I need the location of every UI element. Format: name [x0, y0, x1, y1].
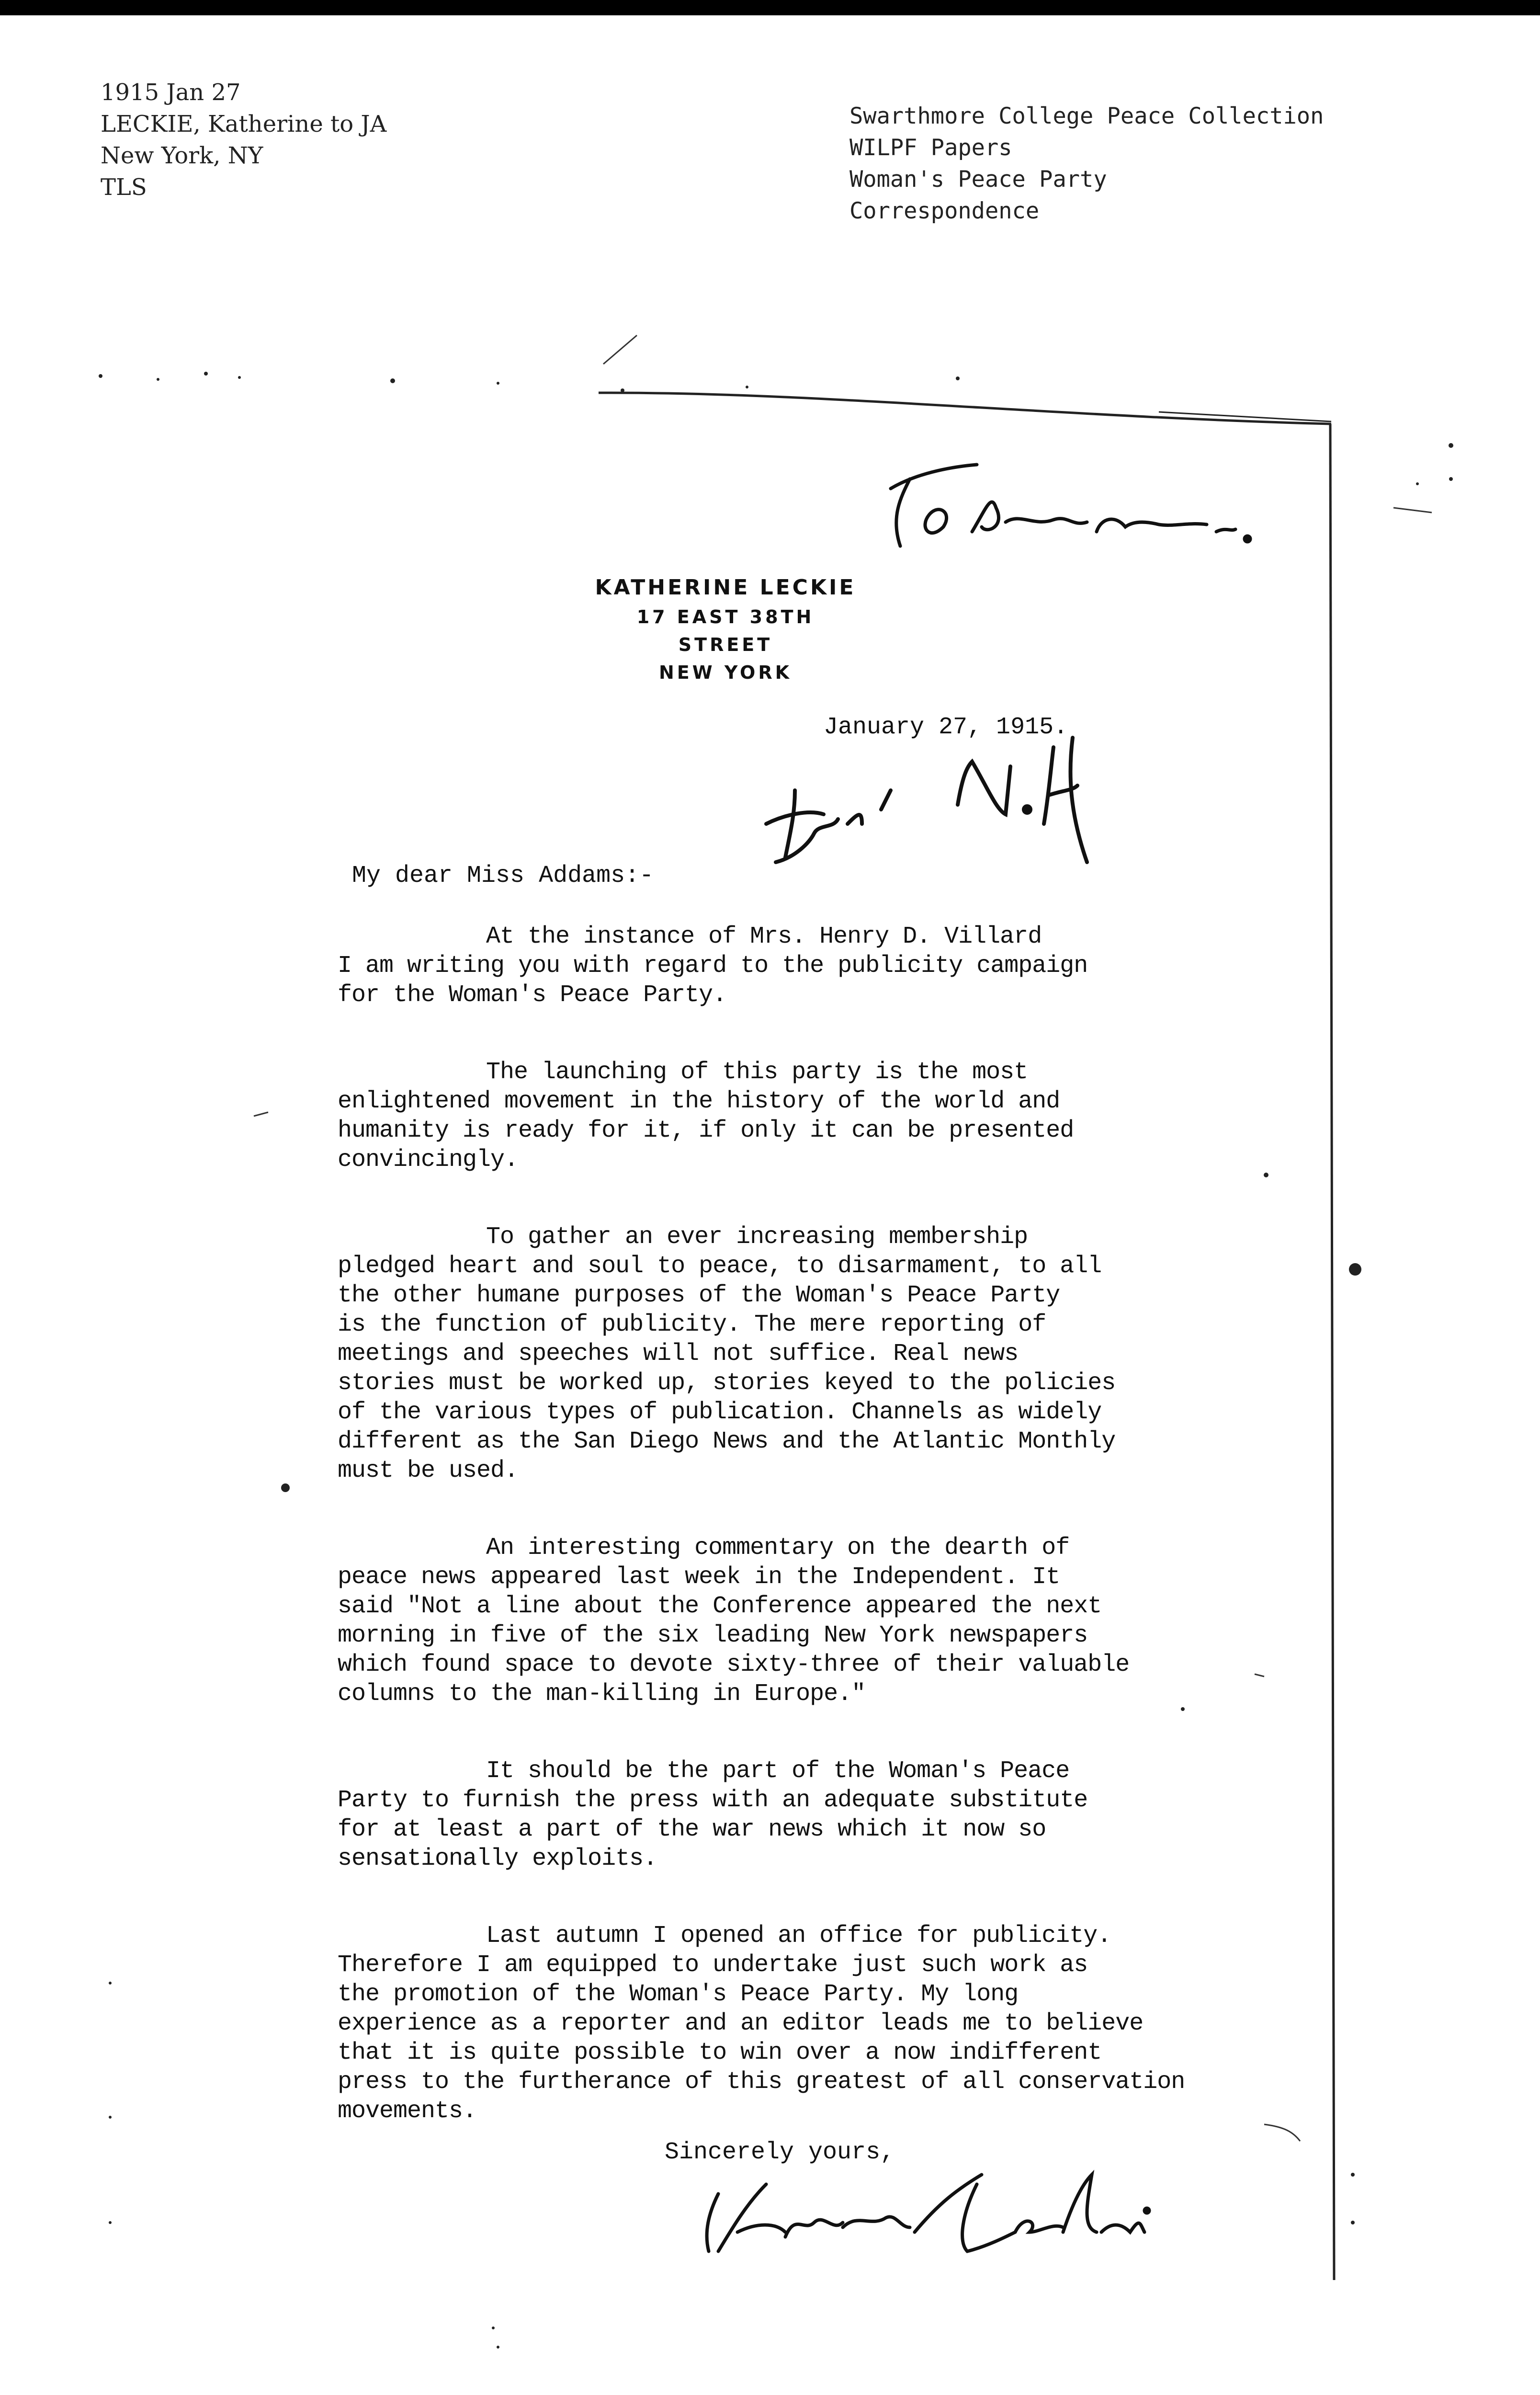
text-line: the promotion of the Woman's Peace Party. My long — [338, 1981, 1019, 2008]
text-line: At the instance of Mrs. Henry D. Villard — [486, 923, 1042, 950]
text-line: experience as a reporter and an editor leads me to believe — [338, 2010, 1144, 2037]
text-line: The launching of this party is the most — [486, 1059, 1028, 1086]
citation-date: 1915 Jan 27 — [101, 79, 241, 106]
citation-place: New York, NY — [101, 142, 263, 169]
text-line: must be used. — [338, 1457, 519, 1484]
text-line: Party to furnish the press with an adequate substitute — [338, 1787, 1088, 1814]
text-line: pledged heart and soul to peace, to disarmament, to all — [338, 1253, 1102, 1280]
text-line: I am writing you with regard to the publicity campaign — [338, 952, 1088, 980]
text-line: Therefore I am equipped to undertake just such work as — [338, 1951, 1088, 1979]
text-line: that it is quite possible to win over a now indifferent — [338, 2039, 1102, 2066]
collection-subseries: Woman's Peace Party — [849, 166, 1107, 193]
text-line: It should be the part of the Woman's Peace — [486, 1757, 1070, 1785]
collection-name: Swarthmore College Peace Collection — [849, 103, 1324, 129]
paragraph-4 — [338, 1533, 1257, 1709]
text-line: of the various types of publication. Channels as widely — [338, 1399, 1102, 1426]
text-line: To gather an ever increasing membership — [486, 1223, 1028, 1251]
paragraph-1 — [338, 922, 1257, 1010]
letter-date: January 27, 1915. — [824, 714, 1068, 741]
text-line: press to the furtherance of this greatest of all conservation — [338, 2068, 1185, 2096]
text-line: which found space to devote sixty-three of their valuable — [338, 1651, 1130, 1678]
text-line: for at least a part of the war news which it now so — [338, 1816, 1046, 1843]
text-line: the other humane purposes of the Woman's Peace Party — [338, 1282, 1060, 1309]
citation-type: TLS — [101, 174, 147, 201]
collection-category: Correspondence — [849, 198, 1040, 224]
closing: Sincerely yours, — [665, 2139, 895, 2166]
letter-body — [338, 922, 1257, 2174]
text-line: columns to the man-killing in Europe." — [338, 1680, 866, 1708]
text-line: meetings and speeches will not suffice. Real news — [338, 1340, 1019, 1368]
letterhead-name: KATHERINE LECKIE — [595, 575, 856, 600]
citation-correspondents: LECKIE, Katherine to JA — [101, 111, 387, 137]
letterhead-street: 17 EAST 38TH STREET — [636, 606, 815, 655]
text-line: sensationally exploits. — [338, 1845, 657, 1872]
paragraph-2 — [338, 1058, 1257, 1175]
text-line: peace news appeared last week in the Independent. It — [338, 1563, 1060, 1591]
letterhead-city: NEW YORK — [658, 662, 793, 683]
text-line: convincingly. — [338, 1146, 519, 1174]
text-line: is the function of publicity. The mere reporting of — [338, 1311, 1046, 1338]
text-line: morning in five of the six leading New York newspapers — [338, 1622, 1088, 1649]
text-line: humanity is ready for it, if only it can be presented — [338, 1117, 1074, 1144]
text-line: movements. — [338, 2098, 477, 2125]
text-line: Last autumn I opened an office for publicity. — [486, 1922, 1111, 1950]
paragraph-6 — [338, 1921, 1257, 2126]
text-line: different as the San Diego News and the Atlantic Monthly — [338, 1428, 1116, 1455]
letterhead — [589, 572, 862, 686]
text-line: for the Woman's Peace Party. — [338, 981, 727, 1009]
paragraph-3 — [338, 1222, 1257, 1485]
salutation: My dear Miss Addams:- — [352, 862, 654, 890]
text-line: An interesting commentary on the dearth of — [486, 1534, 1070, 1562]
text-line: said "Not a line about the Conference appeared the next — [338, 1593, 1102, 1620]
collection-series: WILPF Papers — [849, 135, 1012, 161]
paragraph-5 — [338, 1756, 1257, 1873]
text-line: stories must be worked up, stories keyed to the policies — [338, 1369, 1116, 1397]
text-line: enlightened movement in the history of the world and — [338, 1088, 1060, 1115]
